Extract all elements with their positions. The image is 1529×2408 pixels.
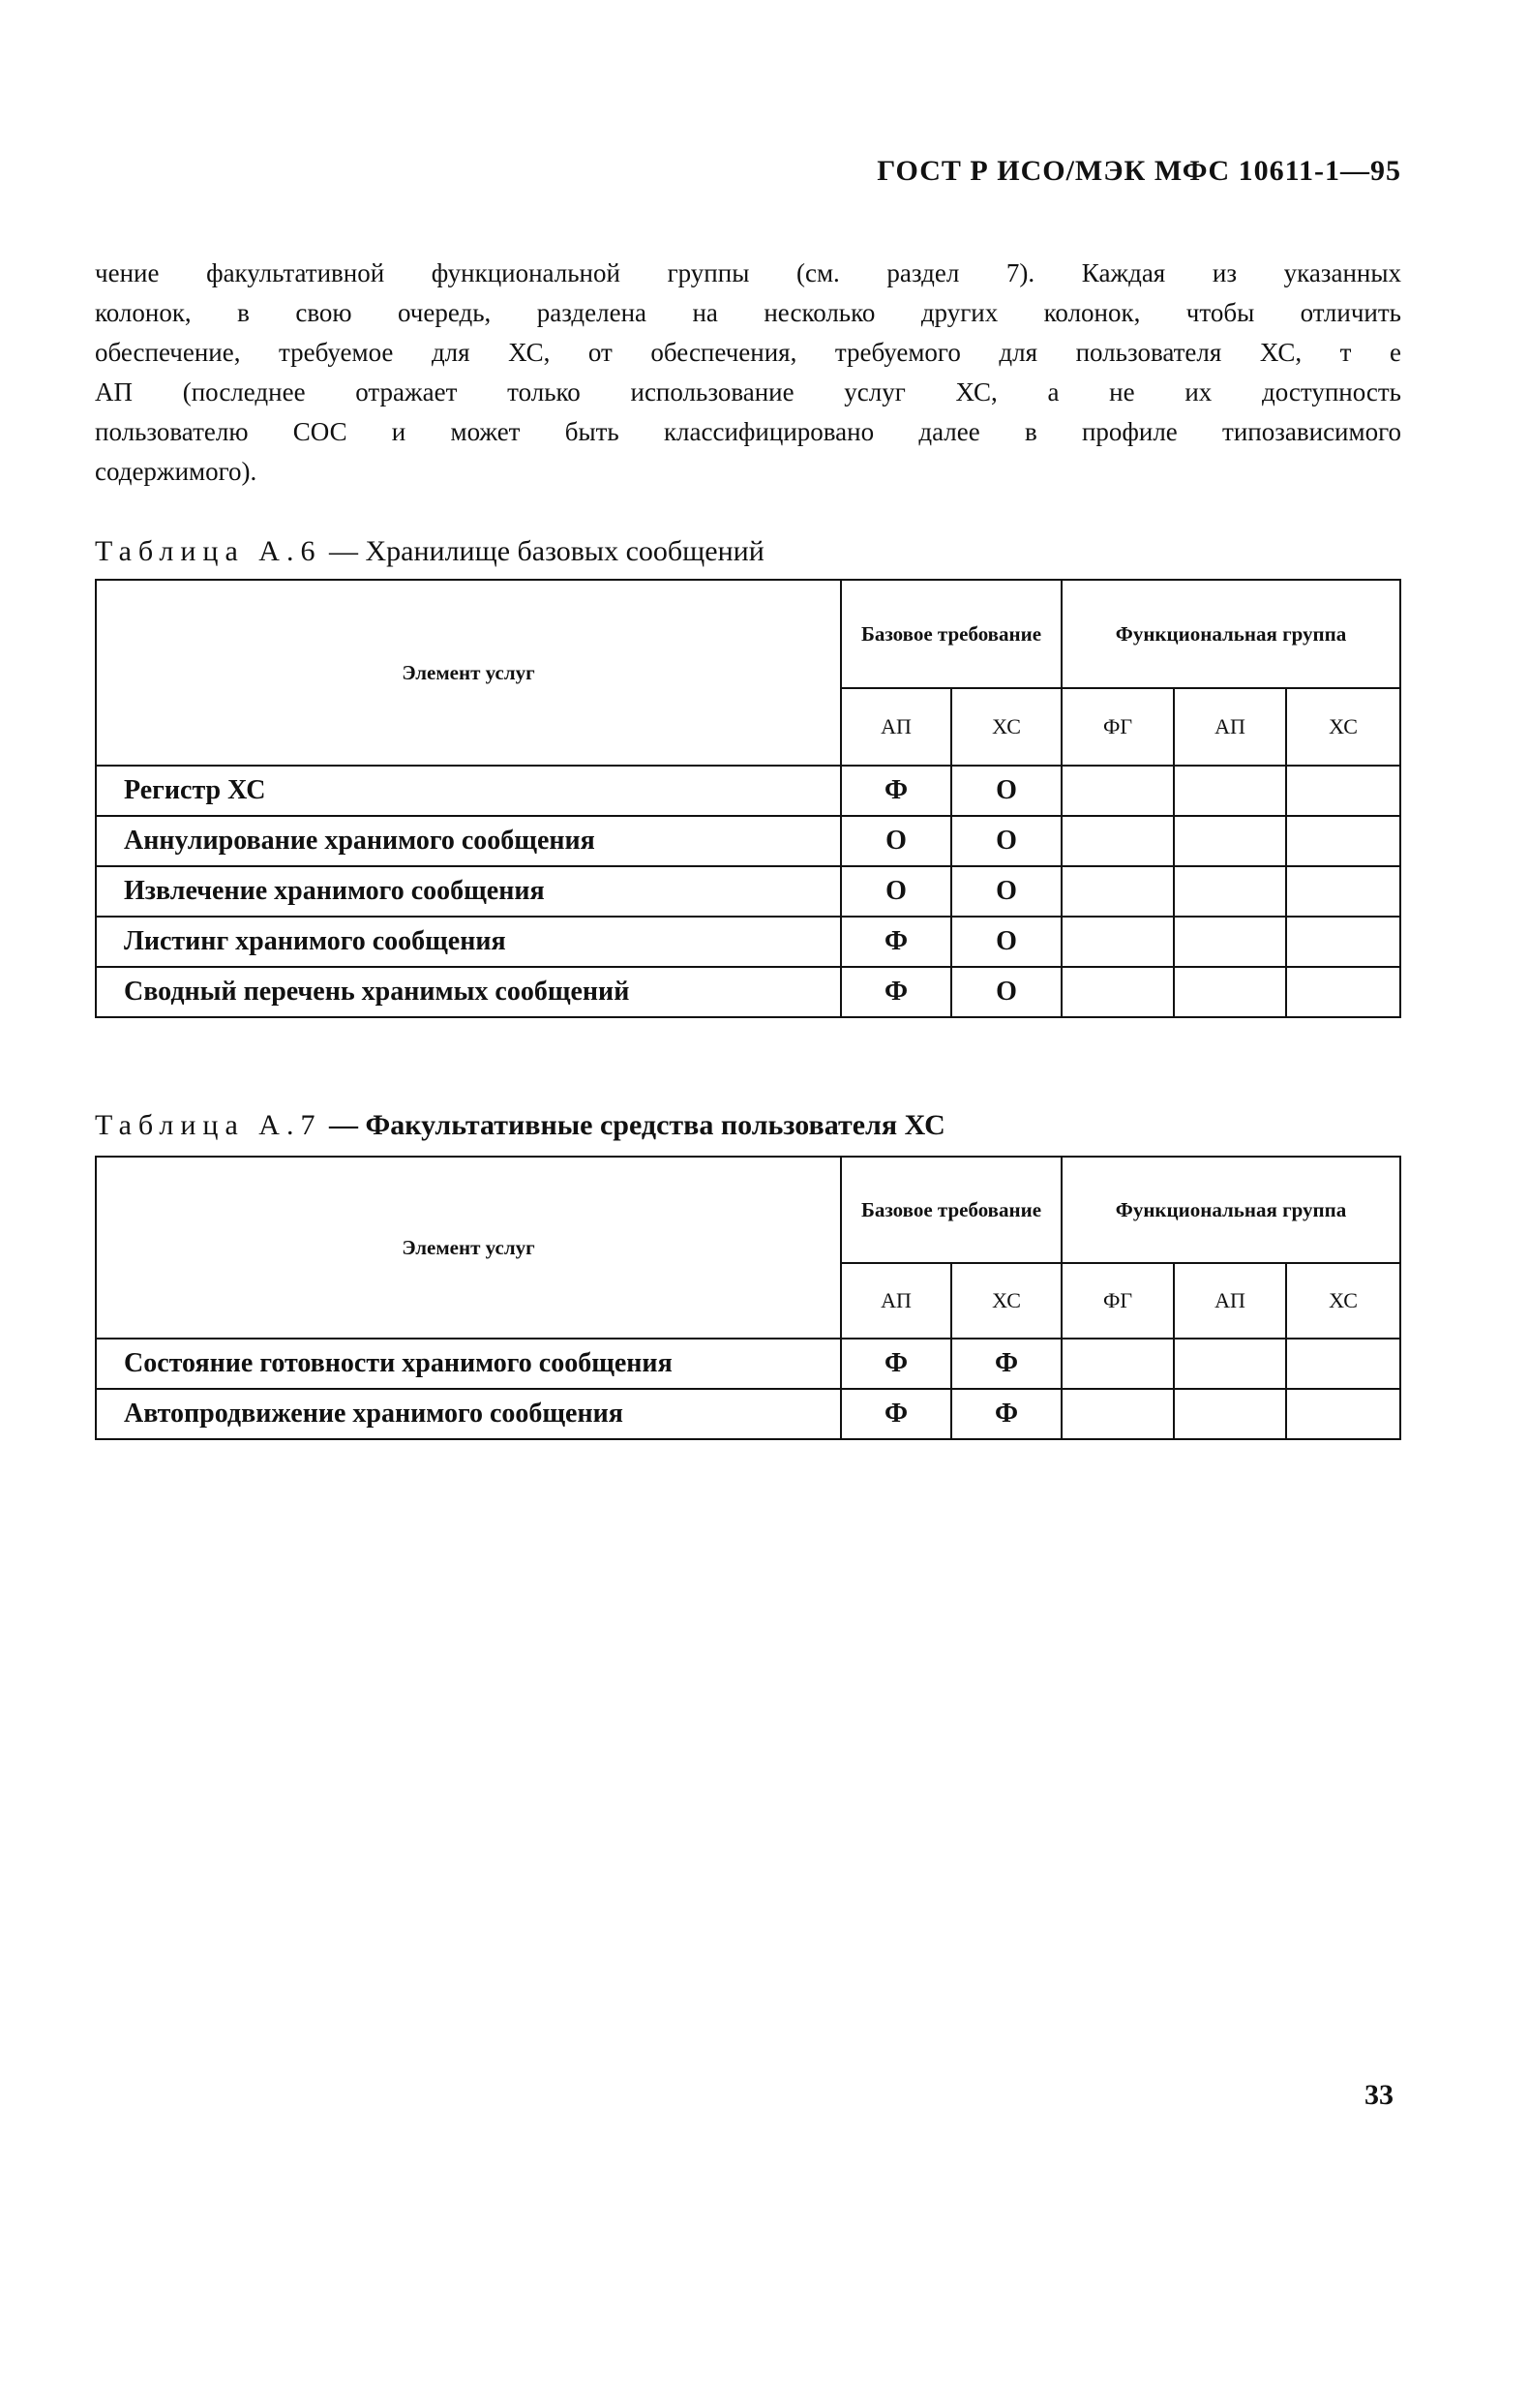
- cell-ap: Ф: [841, 1339, 951, 1389]
- cell-xc: О: [951, 816, 1062, 866]
- document-header: ГОСТ Р ИСО/МЭК МФС 10611-1—95: [877, 155, 1401, 187]
- paragraph-line: колонок, в свою очередь, разделена на несколько других колонок, чтобы отличить: [95, 298, 1401, 327]
- subheader-ap: АП: [1174, 688, 1286, 766]
- table-row: [96, 766, 1400, 816]
- table-a7: [95, 1156, 1401, 1440]
- table-a6-label: Таблица А.6: [95, 535, 322, 567]
- cell-xc: О: [951, 917, 1062, 967]
- header-functional-group: Функциональная группа: [1062, 580, 1400, 688]
- table-a7-caption: [95, 1109, 945, 1142]
- cell-xc: Ф: [951, 1339, 1062, 1389]
- cell-xc: О: [951, 866, 1062, 917]
- table-row: [96, 1339, 1400, 1389]
- cell-xc: О: [951, 967, 1062, 1017]
- header-functional-group: Функциональная группа: [1062, 1157, 1400, 1263]
- subheader-xc: ХС: [1286, 688, 1400, 766]
- subheader-ap: АП: [841, 1263, 951, 1339]
- subheader-fg: ФГ: [1062, 688, 1174, 766]
- subheader-ap: АП: [1174, 1263, 1286, 1339]
- table-row: [96, 1389, 1400, 1439]
- table-row: [96, 816, 1400, 866]
- table-a6-caption: [95, 535, 764, 568]
- cell-ap: О: [841, 866, 951, 917]
- table-row: [96, 917, 1400, 967]
- table-row: [96, 866, 1400, 917]
- paragraph-line: содержимого).: [95, 457, 257, 486]
- subheader-xc: ХС: [951, 688, 1062, 766]
- table-a7-label: Таблица А.7: [95, 1109, 322, 1141]
- row-name: Состояние готовности хранимого сообщения: [96, 1339, 841, 1389]
- cell-ap: Ф: [841, 917, 951, 967]
- row-name: Листинг хранимого сообщения: [96, 917, 841, 967]
- table-row: [96, 967, 1400, 1017]
- cell-ap: Ф: [841, 1389, 951, 1439]
- header-base-requirement: Базовое требование: [841, 580, 1062, 688]
- paragraph-line: чение факультативной функциональной группы (см. раздел 7). Каждая из указанных: [95, 258, 1401, 287]
- row-name: Сводный перечень хранимых сообщений: [96, 967, 841, 1017]
- paragraph-line: обеспечение, требуемое для ХС, от обеспечения, требуемого для пользователя ХС, т е: [95, 338, 1401, 367]
- header-base-requirement: Базовое требование: [841, 1157, 1062, 1263]
- row-name: Аннулирование хранимого сообщения: [96, 816, 841, 866]
- cell-ap: О: [841, 816, 951, 866]
- header-element: Элемент услуг: [96, 1157, 841, 1339]
- table-a6: [95, 579, 1401, 1018]
- cell-xc: О: [951, 766, 1062, 816]
- row-name: Автопродвижение хранимого сообщения: [96, 1389, 841, 1439]
- table-a6-title: — Хранилище базовых сообщений: [328, 535, 764, 567]
- row-name: Регистр ХС: [96, 766, 841, 816]
- subheader-xc: ХС: [951, 1263, 1062, 1339]
- table-a7-title: — Факультативные средства пользователя ХС: [328, 1109, 945, 1141]
- body-paragraph: [95, 254, 1401, 492]
- cell-ap: Ф: [841, 766, 951, 816]
- header-element: Элемент услуг: [96, 580, 841, 766]
- cell-ap: Ф: [841, 967, 951, 1017]
- subheader-xc: ХС: [1286, 1263, 1400, 1339]
- cell-xc: Ф: [951, 1389, 1062, 1439]
- row-name: Извлечение хранимого сообщения: [96, 866, 841, 917]
- paragraph-line: АП (последнее отражает только использование услуг ХС, а не их доступность: [95, 377, 1401, 406]
- page-number: 33: [1364, 2079, 1394, 2111]
- subheader-ap: АП: [841, 688, 951, 766]
- subheader-fg: ФГ: [1062, 1263, 1174, 1339]
- paragraph-line: пользователю СОС и может быть классифицировано далее в профиле типозависимого: [95, 417, 1401, 446]
